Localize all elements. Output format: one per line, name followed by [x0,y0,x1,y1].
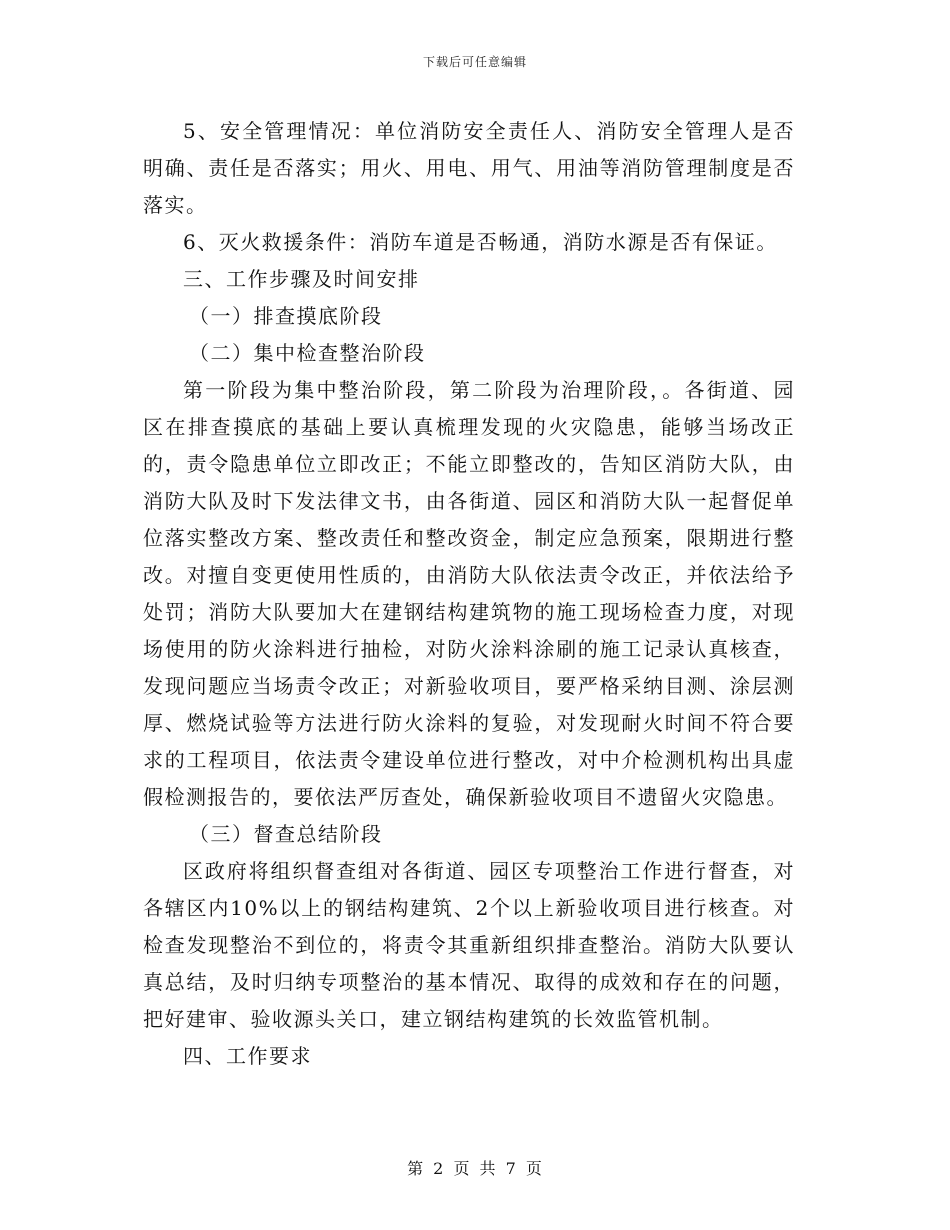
page-number: 第 2 页 共 7 页 [407,1159,543,1178]
subheading-survey-stage: （一）排查摸底阶段 [189,304,383,328]
paragraph-rescue-conditions: 6、灭火救援条件：消防车道是否畅通，消防水源是否有保证。 [183,230,778,254]
paragraph-inspection-details: 第一阶段为集中整治阶段，第二阶段为治理阶段，。各街道、园区在排查摸底的基础上要认真梳理发现的火灾隐患，能够当场改正的，责令隐患单位立即改正；不能立即整改的，告知区消防大队，由消防大队及时下发法律文书，由各街道、园区和消防大队一起督促单位落实整改方案、整改责任和整改资金，制定应急预案，限期进行整改。对擅自变更使用性质的，由消防大队依法责令改正，并依法给予处罚；消防大队要加大在建钢结构建筑物的施工现场检查力度，对现场使用的防火涂料进行抽检，对防火涂料涂刷的施工记录认真核查，发现问题应当场责令改正；对新验收项目，要严格采纳目测、涂层测厚、燃烧试验等方法进行防火涂料的复验，对发现耐火时间不符合要求的工程项目，依法责令建设单位进行整改，对中介检测机构出具虚假检测报告的，要依法严厉查处，确保新验收项目不遗留火灾隐患。 [143,378,795,809]
section-heading-requirements: 四、工作要求 [183,1044,312,1068]
header-note: 下载后可任意编辑 [422,55,527,69]
document-body [143,113,795,1075]
paragraph-supervision-details: 区政府将组织督查组对各街道、园区专项整治工作进行督查，对各辖区内10%以上的钢结构建筑、2个以上新验收项目进行核查。对检查发现整治不到位的，将责令其重新组织排查整治。消防大队要认真总结，及时归纳专项整治的基本情况、取得的成效和存在的问题，把好建审、验收源头关口，建立钢结构建筑的长效监管机制。 [143,859,795,1031]
section-heading-steps: 三、工作步骤及时间安排 [183,267,420,291]
subheading-supervision-stage: （三）督查总结阶段 [189,822,383,846]
paragraph-safety-management: 5、安全管理情况：单位消防安全责任人、消防安全管理人是否明确、责任是否落实；用火、用电、用气、用油等消防管理制度是否落实。 [143,119,795,217]
subheading-inspection-stage: （二）集中检查整治阶段 [189,341,426,365]
